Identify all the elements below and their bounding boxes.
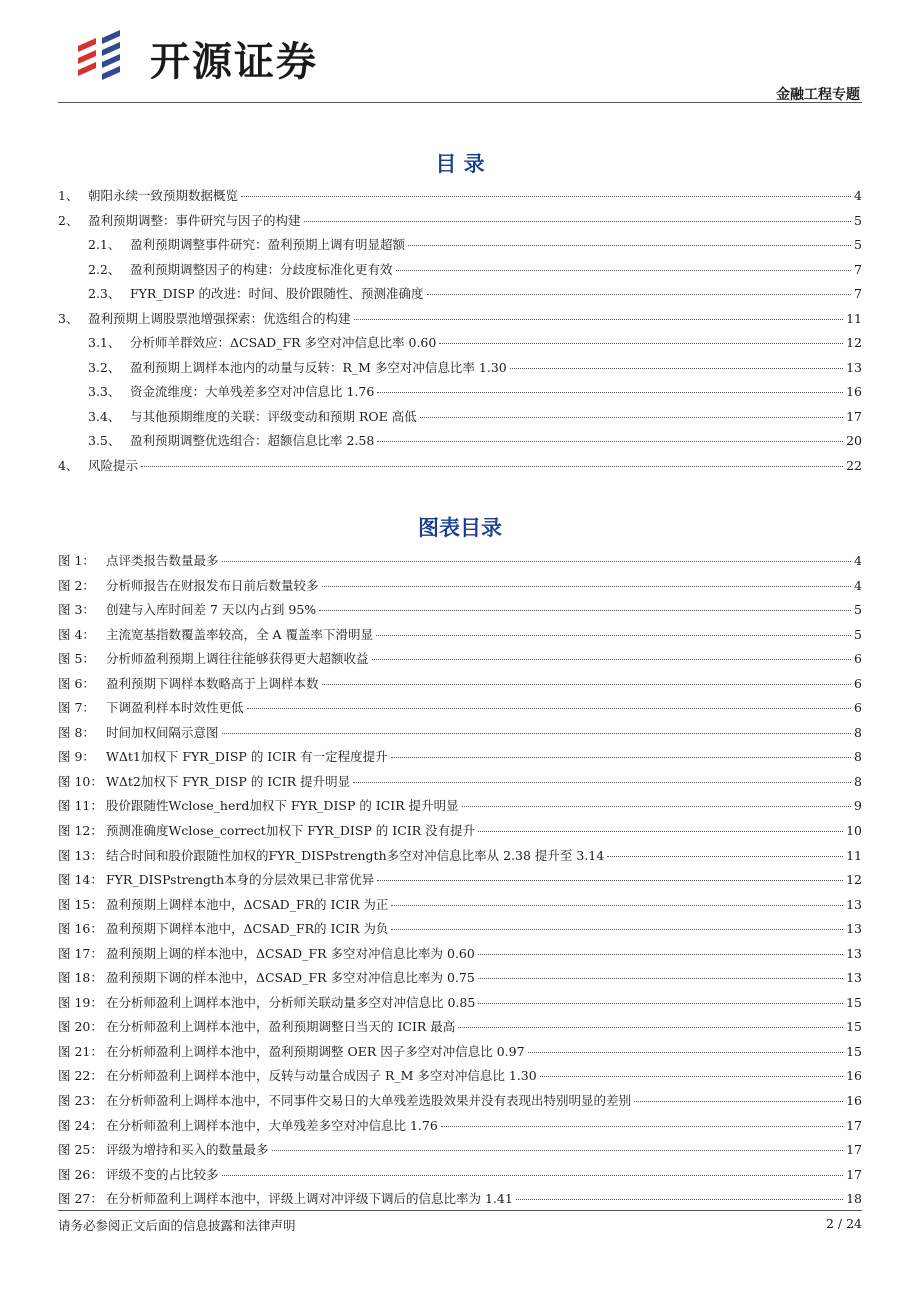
dot-leader [396,270,852,271]
entry-page-number: 15 [846,994,862,1010]
figure-entry[interactable] [58,1089,862,1114]
dot-leader [222,561,852,562]
logo-mark-icon [74,28,144,84]
toc-list [58,184,862,478]
dot-leader [222,733,852,734]
toc-entry[interactable] [58,429,862,454]
figure-entry[interactable] [58,991,862,1016]
dot-leader [516,1199,843,1200]
entry-title[interactable]: 盈利预期调整：事件研究与因子的构建 [88,212,301,228]
dot-leader [478,1003,843,1004]
entry-page-number: 5 [854,602,862,618]
dot-leader [272,1150,844,1151]
toc-entry[interactable] [58,405,862,430]
entry-page-number: 5 [854,212,862,228]
dot-leader [141,466,843,467]
dot-leader [377,880,843,881]
figure-entry[interactable] [58,893,862,918]
entry-number: 图 11： [58,798,103,814]
dot-leader [391,757,851,758]
entry-page-number: 6 [854,675,862,691]
footer-disclaimer: 请务必参阅正文后面的信息披露和法律声明 [58,1218,296,1233]
entry-page-number: 12 [846,335,862,350]
entry-number: 图 7： [58,700,95,716]
entry-page-number: 7 [854,261,862,277]
entry-number: 图 23： [58,1093,103,1109]
entry-title[interactable]: 朝阳永续一致预期数据概览 [88,188,239,203]
dot-leader [376,635,851,636]
dot-leader [420,417,843,418]
entry-title[interactable]: 盈利预期下调的样本池中，ΔCSAD_FR 多空对冲信息比率为 0.75 [106,970,475,986]
figure-entry[interactable] [58,966,862,991]
entry-title[interactable]: 盈利预期上调的样本池中，ΔCSAD_FR 多空对冲信息比率为 0.60 [106,945,475,961]
entry-number: 图 18： [58,970,103,986]
entry-title[interactable]: 盈利预期调整优选组合：超额信息比率 2.58 [130,433,375,448]
entry-number: 图 26： [58,1166,103,1182]
entry-title[interactable]: 在分析师盈利上调样本池中，不同事件交易日的大单残差选股效果并没有表现出特别明显的差别 [106,1093,632,1109]
entry-title[interactable]: 分析师盈利预期上调往往能够获得更大超额收益 [106,651,369,667]
dot-leader [439,343,843,344]
entry-title[interactable]: 分析师报告在财报发布日前后数量较多 [106,577,319,593]
entry-number: 2.2、 [88,261,121,277]
entry-title[interactable]: 在分析师盈利上调样本池中，反转与动量合成因子 R_M 多空对冲信息比 1.30 [106,1068,537,1084]
entry-page-number: 22 [846,457,862,473]
dot-leader [372,659,852,660]
dot-leader [353,782,851,783]
entry-page-number: 13 [846,359,862,375]
entry-number: 图 3： [58,602,95,618]
dot-leader [377,392,843,393]
entry-title[interactable]: 在分析师盈利上调样本池中，评级上调对冲评级下调后的信息比率为 1.41 [106,1191,513,1207]
entry-number: 图 27： [58,1191,103,1207]
figure-entry[interactable] [58,794,862,819]
header-divider [58,102,862,103]
entry-page-number: 17 [846,1166,862,1182]
entry-title[interactable]: 盈利预期上调样本池内的动量与反转：R_M 多空对冲信息比率 1.30 [130,359,507,375]
figure-entry[interactable] [58,672,862,697]
toc-entry[interactable] [58,209,862,234]
entry-number: 2、 [58,212,79,228]
figure-entry[interactable] [58,1187,862,1212]
dot-leader [427,294,852,295]
figure-entry[interactable] [58,623,862,648]
figure-entry[interactable] [58,696,862,721]
toc-entry[interactable] [58,282,862,307]
entry-page-number: 15 [846,1043,862,1059]
dot-leader [222,1175,844,1176]
entry-number: 图 5： [58,651,95,667]
entry-number: 1、 [58,188,79,203]
figure-entry[interactable] [58,1040,862,1065]
figure-entry[interactable] [58,1138,862,1163]
entry-page-number: 13 [846,921,862,937]
entry-title[interactable]: 时间加权间隔示意图 [106,724,219,740]
toc-title: 目 录 [435,152,485,176]
entry-title[interactable]: WΔt1加权下 FYR_DISP 的 ICIR 有一定程度提升 [106,749,388,765]
entry-number: 图 1： [58,553,95,568]
entry-page-number: 6 [854,651,862,667]
entry-page-number: 8 [854,749,862,765]
entry-number: 3、 [58,310,79,326]
entry-page-number: 13 [846,896,862,912]
entry-title[interactable]: 分析师羊群效应：ΔCSAD_FR 多空对冲信息比率 0.60 [130,335,437,350]
entry-title[interactable]: 评级不变的占比较多 [106,1166,219,1182]
figure-entry[interactable] [58,917,862,942]
entry-number: 图 9： [58,749,95,765]
entry-page-number: 13 [846,945,862,961]
entry-page-number: 11 [846,847,862,863]
entry-number: 图 13： [58,847,103,863]
entry-title[interactable]: 盈利预期调整因子的构建：分歧度标准化更有效 [130,261,393,277]
toc-entry[interactable] [58,380,862,405]
toc-entry[interactable] [58,258,862,283]
toc-entry[interactable] [58,233,862,258]
entry-title[interactable]: 资金流维度：大单残差多空对冲信息比 1.76 [130,384,375,399]
dot-leader [354,319,844,320]
entry-number: 图 20： [58,1019,103,1035]
report-category: 金融工程专题 [776,87,860,103]
entry-title[interactable]: 盈利预期调整事件研究：盈利预期上调有明显超额 [130,237,406,252]
entry-number: 4、 [58,457,79,473]
entry-number: 3.3、 [88,384,121,399]
dot-leader [322,684,852,685]
entry-page-number: 16 [846,1093,862,1109]
entry-title[interactable]: 与其他预期维度的关联：评级变动和预期 ROE 高低 [130,408,417,424]
entry-page-number: 8 [854,724,862,740]
toc-entry[interactable] [58,331,862,356]
figure-entry[interactable] [58,647,862,672]
entry-title[interactable]: 结合时间和股价跟随性加权的FYR_DISPstrength多空对冲信息比率从 2.38 提升至 3.14 [106,847,605,863]
entry-page-number: 13 [846,970,862,986]
entry-title[interactable]: FYR_DISPstrength本身的分层效果已非常优异 [106,872,375,888]
entry-title[interactable]: 下调盈利样本时效性更低 [106,700,244,716]
dot-leader [441,1126,843,1127]
entry-page-number: 7 [854,286,862,301]
entry-page-number: 4 [854,577,862,593]
entry-number: 图 16： [58,921,103,937]
entry-number: 图 12： [58,823,103,839]
dot-leader [478,954,843,955]
dot-leader [510,368,843,369]
dot-leader [458,1027,843,1028]
figure-entry[interactable] [58,868,862,893]
dot-leader [408,245,851,246]
entry-page-number: 12 [846,872,862,888]
entry-title[interactable]: 主流宽基指数覆盖率较高，全 A 覆盖率下滑明显 [106,626,373,642]
entry-title[interactable]: 点评类报告数量最多 [106,553,219,568]
entry-page-number: 15 [846,1019,862,1035]
dot-leader [391,905,843,906]
entry-title[interactable]: 评级为增持和买入的数量最多 [106,1142,269,1158]
entry-number: 图 14： [58,872,103,888]
dot-leader [607,856,843,857]
figure-entry[interactable] [58,1064,862,1089]
entry-number: 图 22： [58,1068,103,1084]
toc-entry[interactable] [58,307,862,332]
entry-number: 3.2、 [88,359,121,375]
entry-title[interactable]: 在分析师盈利上调样本池中，大单残差多空对冲信息比 1.76 [106,1117,438,1133]
figure-entry[interactable] [58,844,862,869]
figure-list [58,549,862,1212]
entry-number: 图 21： [58,1043,103,1059]
entry-title[interactable]: 盈利预期下调样本池中，ΔCSAD_FR的 ICIR 为负 [106,921,389,937]
figure-entry[interactable] [58,745,862,770]
figure-entry[interactable] [58,770,862,795]
entry-page-number: 17 [846,1142,862,1158]
figure-entry[interactable] [58,574,862,599]
entry-page-number: 5 [854,626,862,642]
entry-page-number: 11 [846,310,862,326]
dot-leader [247,708,852,709]
entry-page-number: 16 [846,1068,862,1084]
figure-entry[interactable] [58,942,862,967]
toc-entry[interactable] [58,184,862,209]
entry-number: 图 17： [58,945,103,961]
dot-leader [634,1101,843,1102]
dot-leader [478,831,843,832]
entry-number: 图 25： [58,1142,103,1158]
entry-number: 图 2： [58,577,95,593]
entry-title[interactable]: 在分析师盈利上调样本池中，盈利预期调整日当天的 ICIR 最高 [106,1019,456,1035]
entry-number: 图 15： [58,896,103,912]
entry-page-number: 4 [854,188,862,203]
entry-title[interactable]: 股价跟随性Wclose_herd加权下 FYR_DISP 的 ICIR 提升明显 [106,798,459,814]
dot-leader [377,441,843,442]
figures-title: 图表目录 [418,516,502,540]
entry-number: 3.4、 [88,408,121,424]
toc-entry[interactable] [58,454,862,479]
entry-title[interactable]: 预测准确度Wclose_correct加权下 FYR_DISP 的 ICIR 没有提升 [106,823,476,839]
figure-entry[interactable] [58,1015,862,1040]
entry-page-number: 10 [846,823,862,839]
entry-title[interactable]: 风险提示 [88,457,139,473]
entry-page-number: 16 [846,384,862,399]
entry-title[interactable]: FYR_DISP 的改进：时间、股价跟随性、预测准确度 [130,286,424,301]
dot-leader [478,978,843,979]
entry-title[interactable]: 盈利预期下调样本数略高于上调样本数 [106,675,319,691]
entry-number: 3.5、 [88,433,121,448]
footer-divider [58,1210,862,1211]
entry-number: 图 8： [58,724,95,740]
dot-leader [462,806,851,807]
logo-text: 开源证券 [150,39,318,85]
figure-entry[interactable] [58,1163,862,1188]
entry-number: 图 6： [58,675,95,691]
entry-page-number: 4 [854,553,862,568]
entry-page-number: 5 [854,237,862,252]
figure-entry[interactable] [58,721,862,746]
entry-number: 图 4： [58,626,95,642]
entry-number: 图 10： [58,773,103,789]
entry-number: 3.1、 [88,335,121,350]
dot-leader [322,586,852,587]
figure-entry[interactable] [58,819,862,844]
entry-number: 图 19： [58,994,103,1010]
entry-title[interactable]: 在分析师盈利上调样本池中，分析师关联动量多空对冲信息比 0.85 [106,994,476,1010]
figure-entry[interactable] [58,549,862,574]
entry-title[interactable]: 盈利预期上调股票池增强探索：优选组合的构建 [88,310,351,326]
entry-page-number: 8 [854,773,862,789]
page-number: 2 / 24 [825,1216,862,1231]
toc-entry[interactable] [58,356,862,381]
entry-title[interactable]: 在分析师盈利上调样本池中，盈利预期调整 OER 因子多空对冲信息比 0.97 [106,1043,525,1059]
entry-number: 2.3、 [88,286,121,301]
entry-page-number: 18 [846,1191,862,1207]
entry-page-number: 17 [846,408,862,424]
entry-page-number: 17 [846,1117,862,1133]
dot-leader [319,610,851,611]
entry-number: 图 24： [58,1117,103,1133]
dot-leader [241,196,851,197]
figure-entry[interactable] [58,598,862,623]
entry-page-number: 20 [846,433,862,448]
entry-title[interactable]: WΔt2加权下 FYR_DISP 的 ICIR 提升明显 [106,773,351,789]
entry-title[interactable]: 创建与入库时间差 7 天以内占到 95% [106,602,317,618]
entry-page-number: 6 [854,700,862,716]
dot-leader [391,929,843,930]
dot-leader [540,1076,843,1077]
figure-entry[interactable] [58,1114,862,1139]
entry-page-number: 9 [854,798,862,814]
entry-title[interactable]: 盈利预期上调样本池中，ΔCSAD_FR的 ICIR 为正 [106,896,389,912]
dot-leader [528,1052,844,1053]
dot-leader [304,221,852,222]
entry-number: 2.1、 [88,237,121,252]
